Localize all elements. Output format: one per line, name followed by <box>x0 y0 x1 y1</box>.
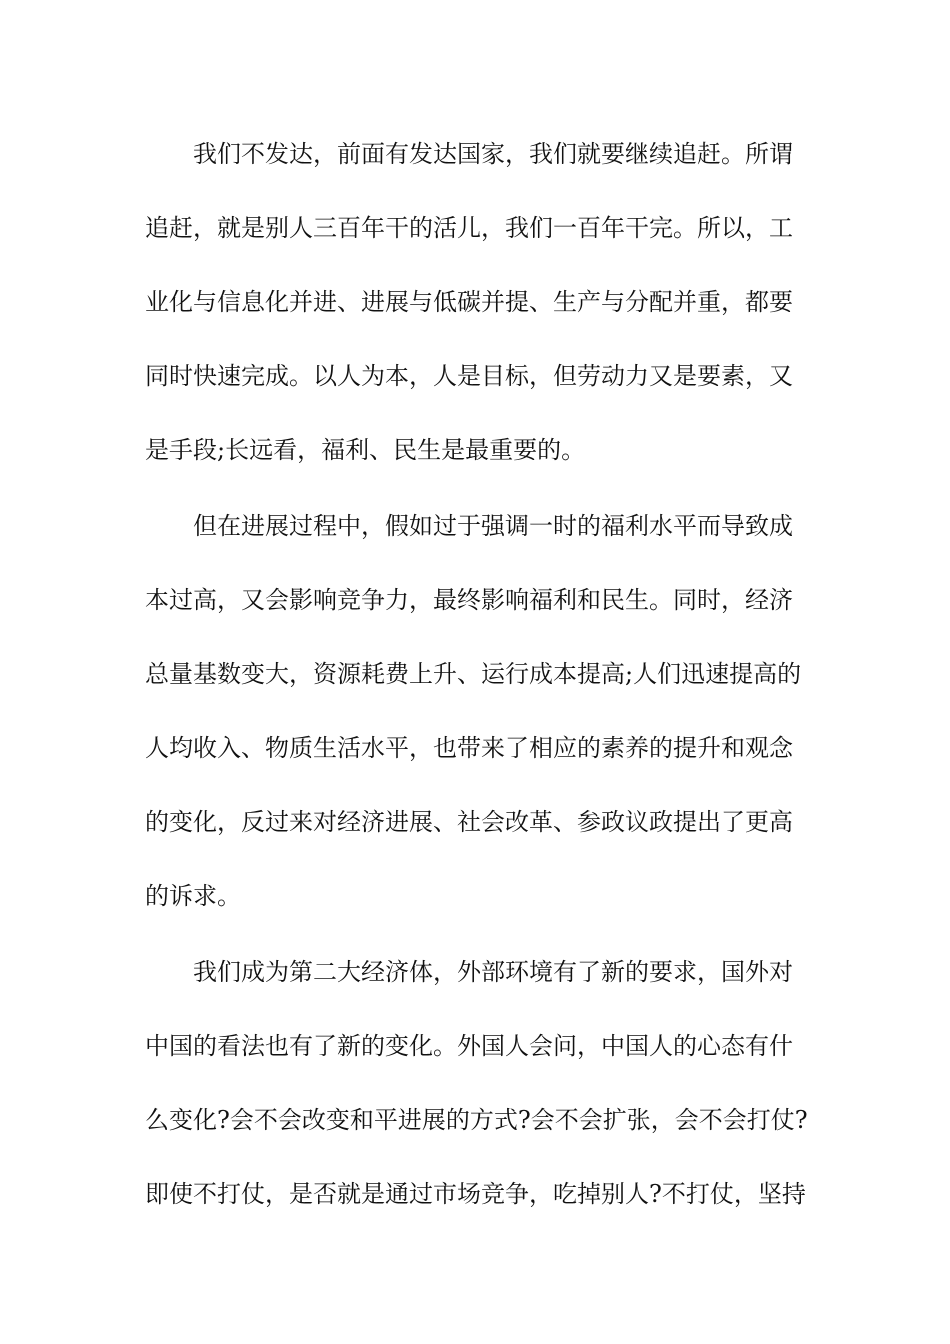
paragraph-3-line-3: 么变化?会不会改变和平进展的方式?会不会扩张，会不会打仗? <box>145 1106 808 1134</box>
paragraph-3-line-2: 中国的看法也有了新的变化。外国人会问，中国人的心态有什 <box>145 1032 793 1060</box>
paragraph-1-line-2: 追赶，就是别人三百年干的活儿，我们一百年干完。所以，工 <box>145 214 793 242</box>
paragraph-2-line-3: 总量基数变大，资源耗费上升、运行成本提高;人们迅速提高的 <box>145 660 802 688</box>
paragraph-2-line-6: 的诉求。 <box>145 882 241 910</box>
paragraph-2-line-5: 的变化，反过来对经济进展、社会改革、参政议政提出了更高 <box>145 808 793 836</box>
paragraph-3-line-4: 即使不打仗，是否就是通过市场竞争，吃掉别人?不打仗，坚持 <box>145 1180 806 1208</box>
paragraph-2-line-1: 但在进展过程中，假如过于强调一时的福利水平而导致成 <box>193 512 793 540</box>
paragraph-2-line-4: 人均收入、物质生活水平，也带来了相应的素养的提升和观念 <box>145 734 793 762</box>
paragraph-1-line-1: 我们不发达，前面有发达国家，我们就要继续追赶。所谓 <box>193 140 793 168</box>
paragraph-1-line-4: 同时快速完成。以人为本，人是目标，但劳动力又是要素，又 <box>145 362 793 390</box>
paragraph-1-line-3: 业化与信息化并进、进展与低碳并提、生产与分配并重，都要 <box>145 288 793 316</box>
paragraph-3-line-1: 我们成为第二大经济体，外部环境有了新的要求，国外对 <box>193 958 793 986</box>
paragraph-1-line-5: 是手段;长远看，福利、民生是最重要的。 <box>145 436 586 464</box>
paragraph-2-line-2: 本过高，又会影响竞争力，最终影响福利和民生。同时，经济 <box>145 586 793 614</box>
